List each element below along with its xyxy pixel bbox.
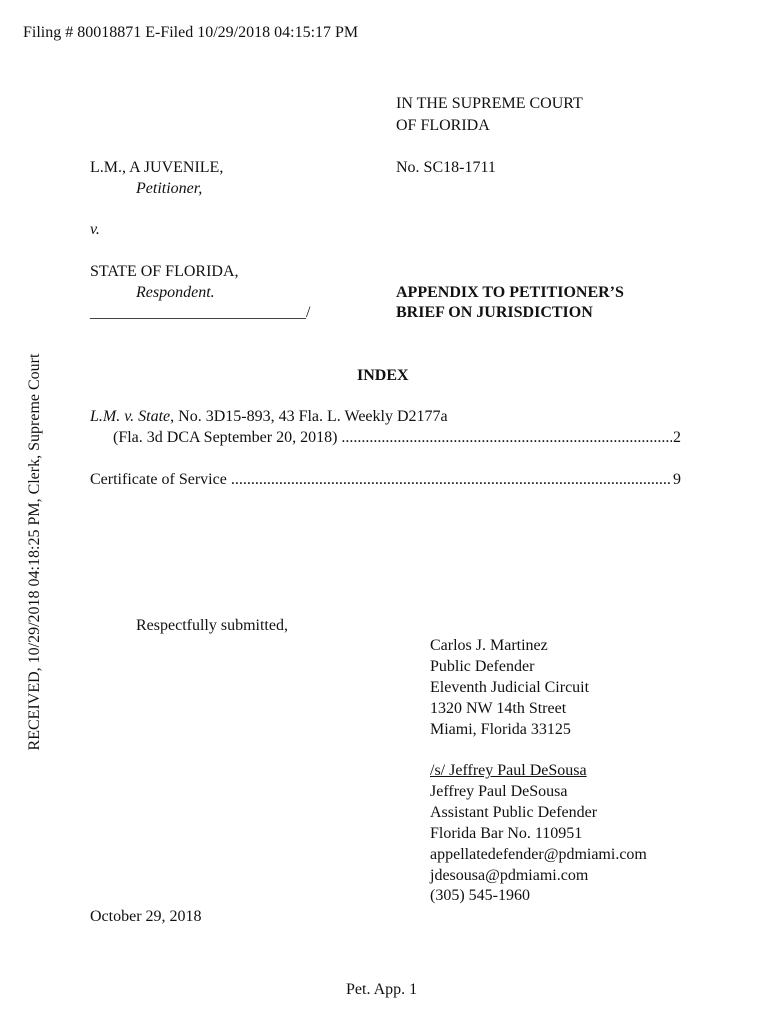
versus: v. xyxy=(90,221,100,238)
attorney-line: appellatedefender@pdmiami.com xyxy=(430,846,647,863)
index-case-name: L.M. v. State xyxy=(90,408,171,425)
office-line: Miami, Florida 33125 xyxy=(430,721,571,738)
office-line: Public Defender xyxy=(430,658,535,675)
attorney-line: jdesousa@pdmiami.com xyxy=(430,867,589,884)
index-entry-case-line-1 xyxy=(90,406,448,427)
index-case-page: 2 xyxy=(673,429,681,446)
e-signature: /s/ Jeffrey Paul DeSousa xyxy=(430,762,587,779)
page-footer: Pet. App. 1 xyxy=(346,981,418,998)
court-line-1: IN THE SUPREME COURT xyxy=(396,95,583,112)
respondent-role: Respondent. xyxy=(136,284,215,301)
attorney-line: Florida Bar No. 110951 xyxy=(430,825,583,842)
index-entry-case-line-2 xyxy=(113,427,681,448)
document-title-line-1: APPENDIX TO PETITIONER’S xyxy=(396,284,624,301)
index-certificate-page: 9 xyxy=(673,471,681,488)
respondent-name: STATE OF FLORIDA, xyxy=(90,263,239,280)
caption-rule-line: ___________________________/ xyxy=(90,304,311,321)
attorney-line: Assistant Public Defender xyxy=(430,804,598,821)
office-line: Eleventh Judicial Circuit xyxy=(430,679,590,696)
received-stamp-text: RECEIVED, 10/29/2018 04:18:25 PM, Clerk, Supreme Court xyxy=(26,353,43,751)
index-case-leader xyxy=(113,427,672,448)
closing-phrase: Respectfully submitted, xyxy=(136,617,288,634)
index-case-court: (Fla. 3d DCA September 20, 2018) xyxy=(113,429,338,446)
index-certificate-label: Certificate of Service xyxy=(90,471,227,488)
index-certificate-leader xyxy=(90,469,672,490)
index-heading: INDEX xyxy=(357,367,409,384)
received-stamp xyxy=(24,326,46,778)
petitioner-role: Petitioner, xyxy=(136,180,203,197)
case-number: No. SC18-1711 xyxy=(396,159,496,176)
filing-header: Filing # 80018871 E-Filed 10/29/2018 04:15:17 PM xyxy=(23,24,359,41)
office-line: 1320 NW 14th Street xyxy=(430,700,567,717)
index-case-citation: , No. 3D15-893, 43 Fla. L. Weekly D2177a xyxy=(170,408,448,425)
office-line: Carlos J. Martinez xyxy=(430,637,548,654)
filing-date: October 29, 2018 xyxy=(90,908,202,925)
index-entry-certificate xyxy=(90,469,681,490)
attorney-line: (305) 545-1960 xyxy=(430,887,530,904)
attorney-line: Jeffrey Paul DeSousa xyxy=(430,783,568,800)
petitioner-name: L.M., A JUVENILE, xyxy=(90,159,224,176)
court-line-2: OF FLORIDA xyxy=(396,117,490,134)
document-title-line-2: BRIEF ON JURISDICTION xyxy=(396,304,593,321)
